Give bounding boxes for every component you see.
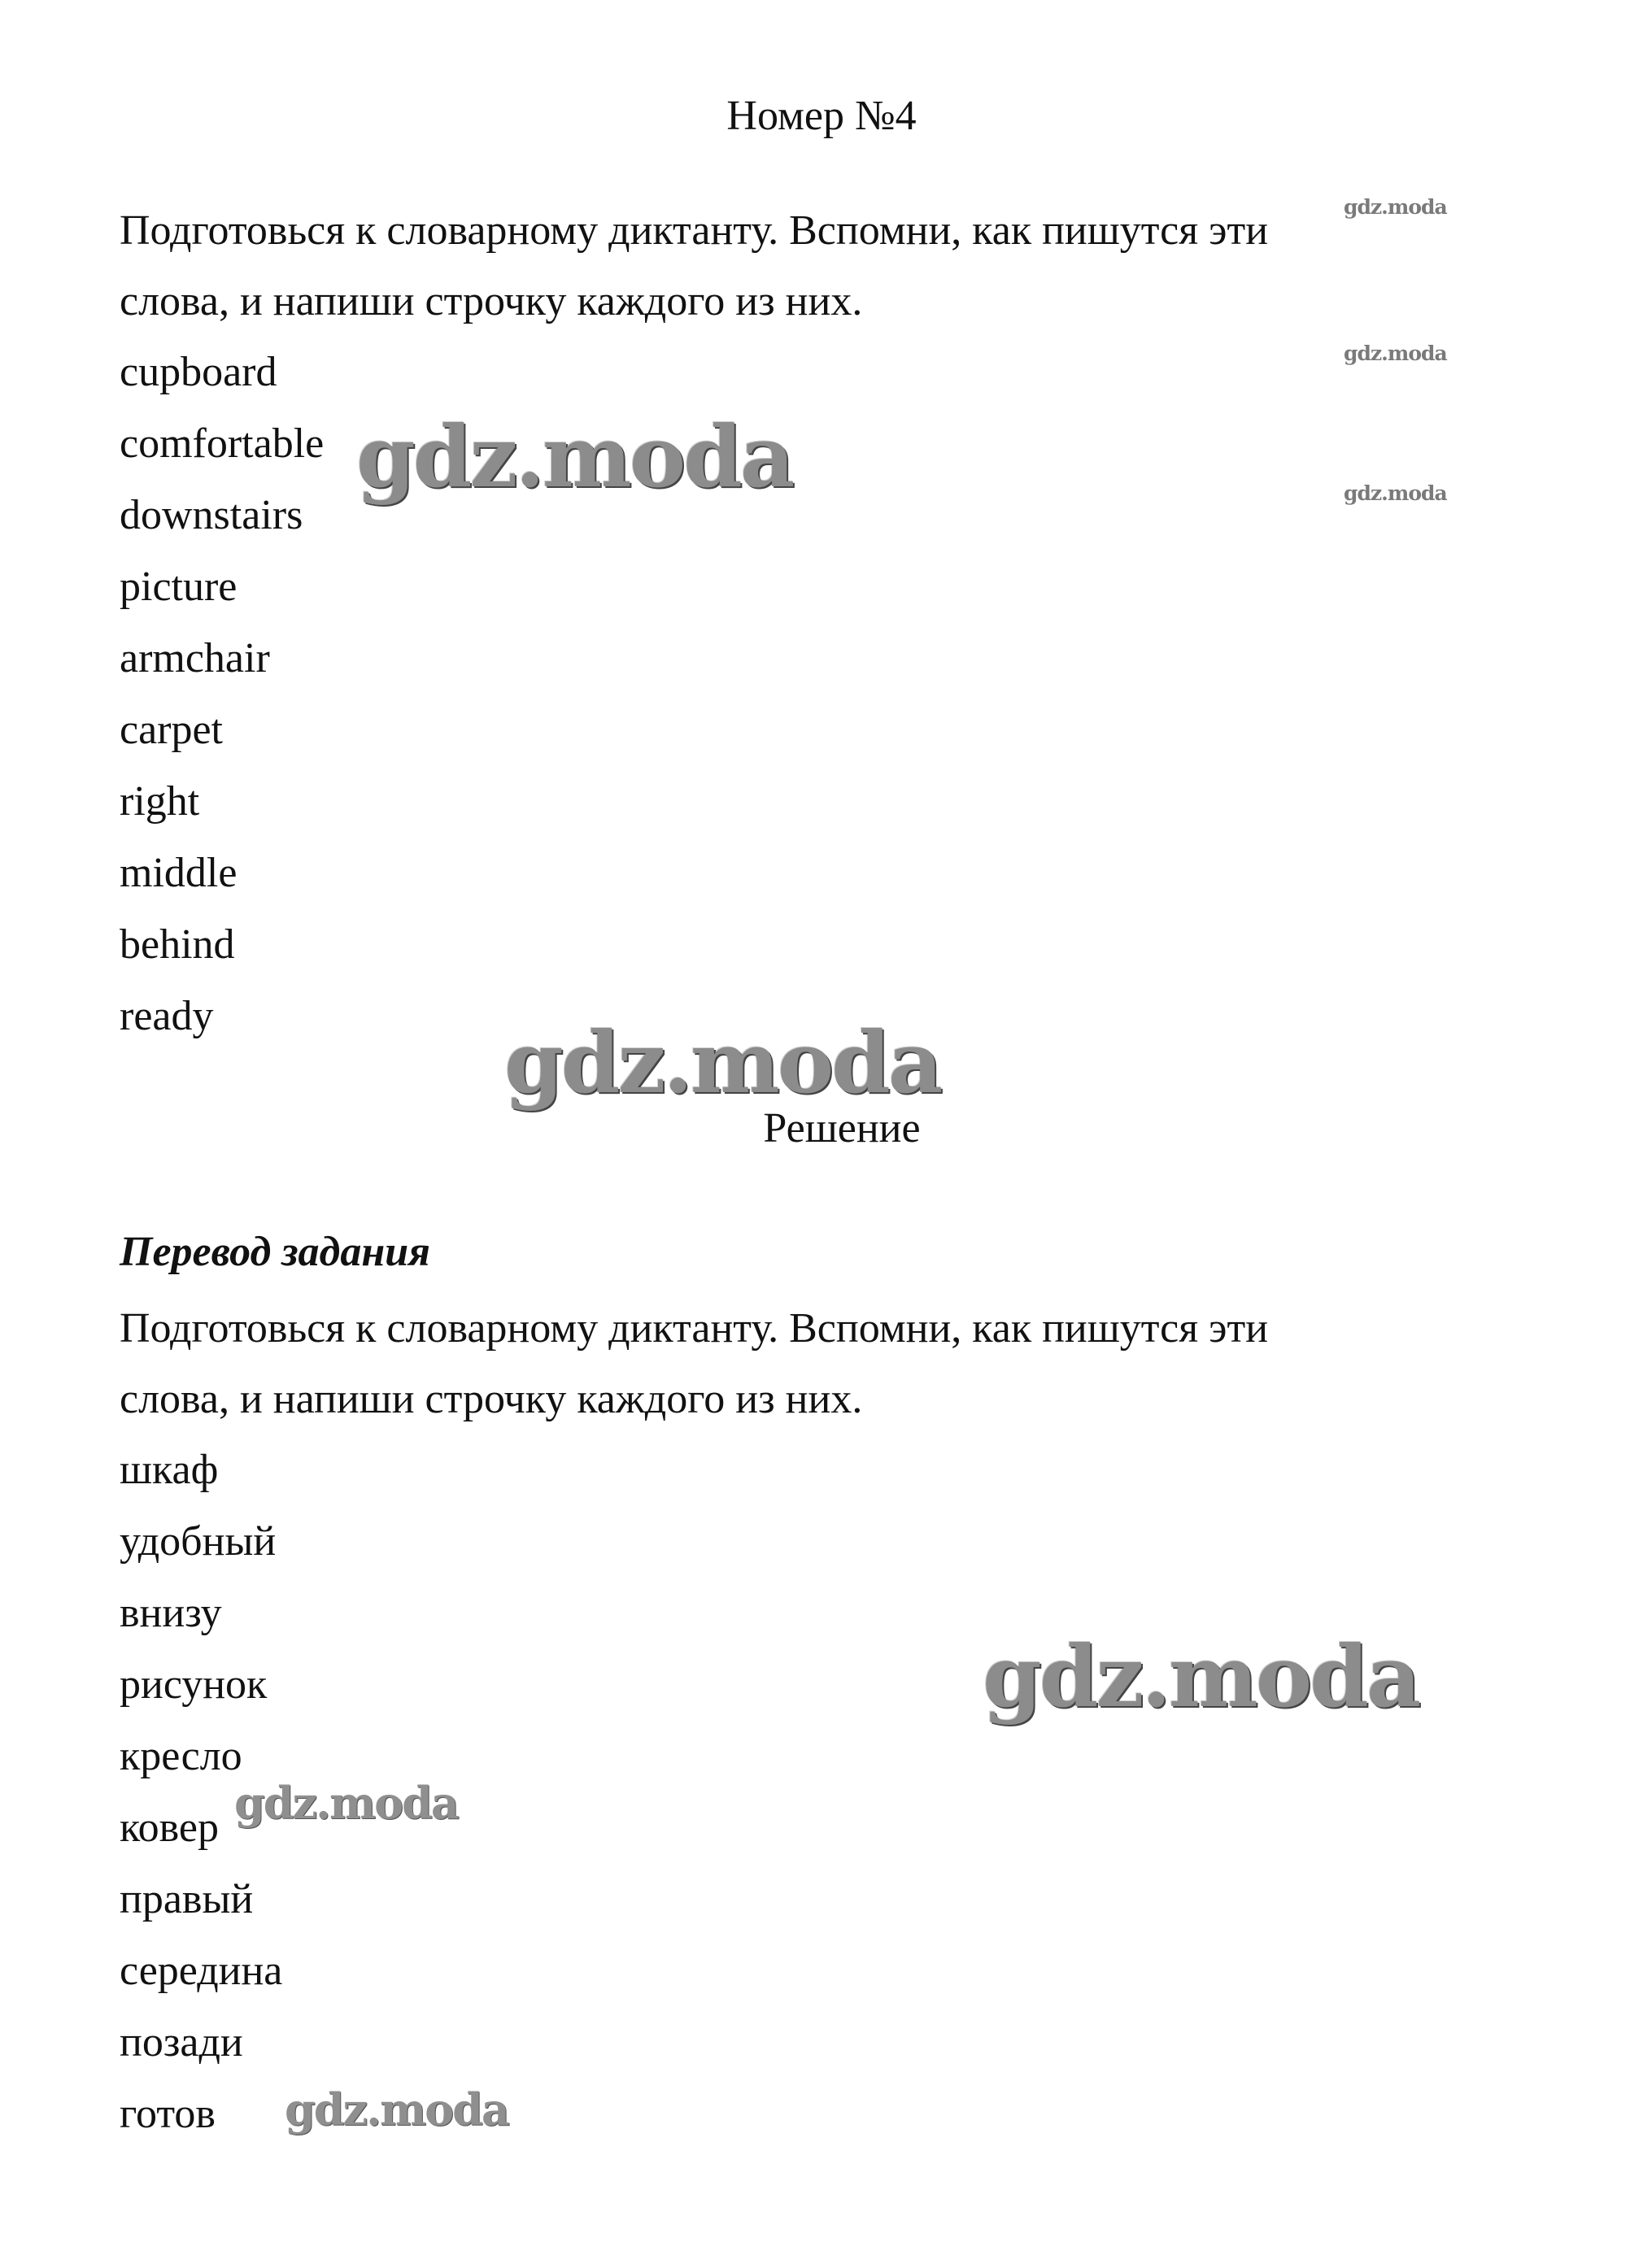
translation-word: шкаф [120, 1447, 219, 1493]
translation-word: кресло [120, 1733, 242, 1779]
task-word: picture [120, 564, 238, 610]
task-word: armchair [120, 635, 270, 681]
task-instruction-line-2: слова, и напиши строчку каждого из них. [120, 278, 863, 324]
watermark: gdz.moda [1344, 195, 1447, 219]
task-word: right [120, 778, 200, 825]
translation-word: внизу [120, 1590, 222, 1636]
watermark: gdz.moda [285, 2083, 508, 2135]
watermark: gdz.moda [1344, 342, 1447, 365]
task-word: behind [120, 921, 235, 968]
watermark: gdz.moda [983, 1626, 1419, 1726]
translation-word: ковер [120, 1804, 219, 1851]
solution-heading: Решение [763, 1105, 921, 1151]
translation-word: позади [120, 2019, 243, 2066]
translation-instruction-line-1: Подготовься к словарному диктанту. Вспомни, как пишутся эти [120, 1305, 1269, 1352]
translation-word: готов [120, 2091, 216, 2137]
task-instruction [120, 195, 1551, 337]
translation-instruction-line-2: слова, и напиши строчку каждого из них. [120, 1376, 863, 1422]
translation-word: правый [120, 1876, 254, 1922]
task-word: carpet [120, 707, 224, 753]
page-title: Номер №4 [726, 93, 917, 139]
translation-word: середина [120, 1948, 283, 1994]
watermark: gdz.moda [356, 407, 793, 507]
task-word: cupboard [120, 349, 277, 395]
task-word: ready [120, 993, 214, 1039]
task-word: comfortable [120, 420, 325, 467]
task-word: middle [120, 850, 238, 896]
watermark: gdz.moda [504, 1012, 941, 1112]
task-instruction-line-1: Подготовься к словарному диктанту. Вспомни, как пишутся эти [120, 207, 1269, 254]
task-word-list [120, 337, 1551, 1052]
watermark: gdz.moda [1344, 481, 1447, 505]
task-section [120, 195, 1551, 1052]
watermark: gdz.moda [234, 1777, 458, 1829]
translation-word: рисунок [120, 1661, 268, 1708]
translation-heading: Перевод задания [120, 1229, 430, 1275]
translation-instruction [120, 1293, 1551, 1434]
task-word: downstairs [120, 492, 303, 538]
translation-word: удобный [120, 1518, 277, 1565]
